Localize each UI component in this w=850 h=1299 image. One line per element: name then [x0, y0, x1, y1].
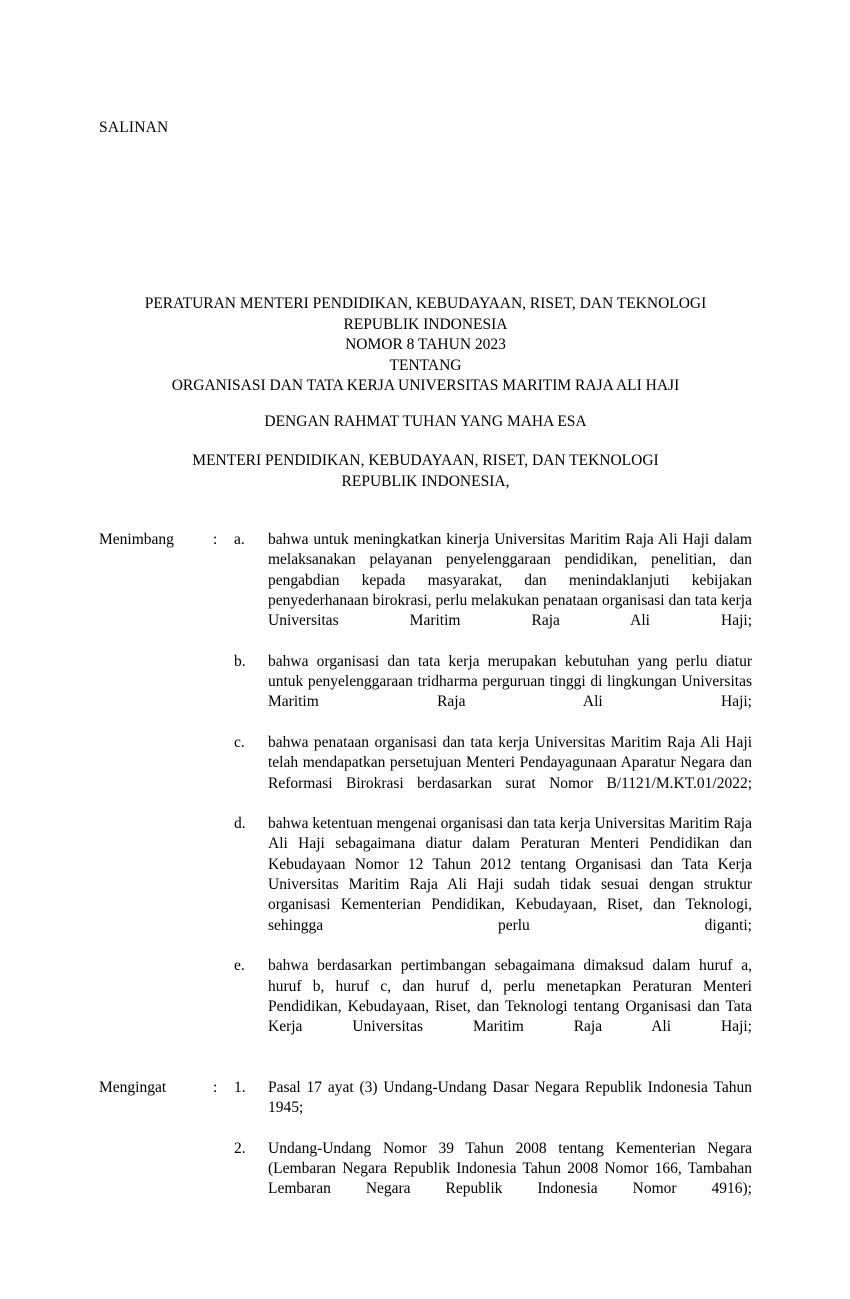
item-text: Undang-Undang Nomor 39 Tahun 2008 tentang Kementerian Negara (Lembaran Negara Republik Indonesia Tahun 2008 Nomor 166, Tambahan Lembaran Negara Republik Indonesia Nomor 4916); — [268, 1139, 752, 1198]
item-text: Pasal 17 ayat (3) Undang-Undang Dasar Negara Republik Indonesia Tahun 1945; — [268, 1079, 752, 1117]
title-line-subject: ORGANISASI DAN TATA KERJA UNIVERSITAS MARITIM RAJA ALI HAJI — [171, 377, 680, 394]
item-text: bahwa untuk meningkatkan kinerja Universitas Maritim Raja Ali Haji dalam melaksanakan pelayanan penyelenggaraan pendidikan, penelitian, dan pengabdian kepada masyarakat, dan menindaklanjuti kebijakan penyederhanaan birokrasi, perlu melakukan penataan organisasi dan tata kerja Universitas Maritim Raja Ali Haji; — [268, 531, 752, 630]
item-text: bahwa penataan organisasi dan tata kerja Universitas Maritim Raja Ali Haji telah mendapatkan persetujuan Menteri Pendayagunaan Aparatur Negara dan Reformasi Birokrasi berdasarkan surat Nomor B/1121/M.KT.01/2022; — [268, 733, 752, 792]
item-text: bahwa organisasi dan tata kerja merupakan kebutuhan yang perlu diatur untuk penyelenggaraan tridharma perguruan tinggi di lingkungan Universitas Maritim Raja Ali Haji; — [268, 652, 752, 711]
item-marker: 1. — [234, 1079, 246, 1096]
considerations-label: Menimbang — [99, 531, 174, 548]
legal-basis-item — [99, 1139, 752, 1220]
legal-basis-colon: : — [213, 1079, 218, 1096]
considerations-item — [99, 530, 752, 652]
title-line-republic: REPUBLIK INDONESIA — [343, 315, 508, 333]
legal-basis-item — [99, 1078, 752, 1139]
authority-line-republic: REPUBLIK INDONESIA, — [341, 472, 510, 490]
considerations-item — [99, 956, 752, 1057]
authority-line-ministry: MENTERI PENDIDIKAN, KEBUDAYAAN, RISET, DAN TEKNOLOGI — [192, 452, 659, 469]
decree-invocation: DENGAN RAHMAT TUHAN YANG MAHA ESA — [264, 413, 587, 430]
title-line-ministry: PERATURAN MENTERI PENDIDIKAN, KEBUDAYAAN, RISET, DAN TEKNOLOGI — [144, 295, 707, 312]
legal-basis-section — [99, 1078, 752, 1220]
considerations-section — [99, 530, 752, 1058]
item-marker: c. — [234, 733, 245, 751]
title-line-about: TENTANG — [389, 356, 462, 374]
item-marker: 2. — [234, 1139, 246, 1157]
copy-mark: SALINAN — [99, 119, 169, 136]
considerations-colon: : — [213, 531, 218, 548]
item-text: bahwa ketentuan mengenai organisasi dan tata kerja Universitas Maritim Raja Ali Haji sebagaimana diatur dalam Peraturan Menteri Pendidikan dan Kebudayaan Nomor 12 Tahun 2012 tentang Organisasi dan Tata Kerja Universitas Maritim Raja Ali Haji sudah tidak sesuai dengan struktur organisasi Kementerian Pendidikan, Kebudayaan, Riset, dan Teknologi, sehingga perlu diganti; — [268, 815, 752, 934]
considerations-item — [99, 652, 752, 733]
item-marker: d. — [234, 815, 246, 833]
considerations-item — [99, 733, 752, 814]
issuing-authority — [99, 451, 752, 492]
legal-basis-label: Mengingat — [99, 1079, 167, 1096]
item-marker: a. — [234, 531, 245, 548]
item-text: bahwa berdasarkan pertimbangan sebagaimana dimaksud dalam huruf a, huruf b, huruf c, dan huruf d, perlu menetapkan Peraturan Menteri Pendidikan, Kebudayaan, Riset, dan Teknologi tentang Organisasi dan Tata Kerja Universitas Maritim Raja Ali Haji; — [268, 957, 752, 1036]
item-marker: e. — [234, 957, 245, 975]
document-title — [99, 294, 752, 397]
considerations-item — [99, 814, 752, 956]
title-line-number: NOMOR 8 TAHUN 2023 — [345, 336, 506, 353]
item-marker: b. — [234, 652, 246, 670]
